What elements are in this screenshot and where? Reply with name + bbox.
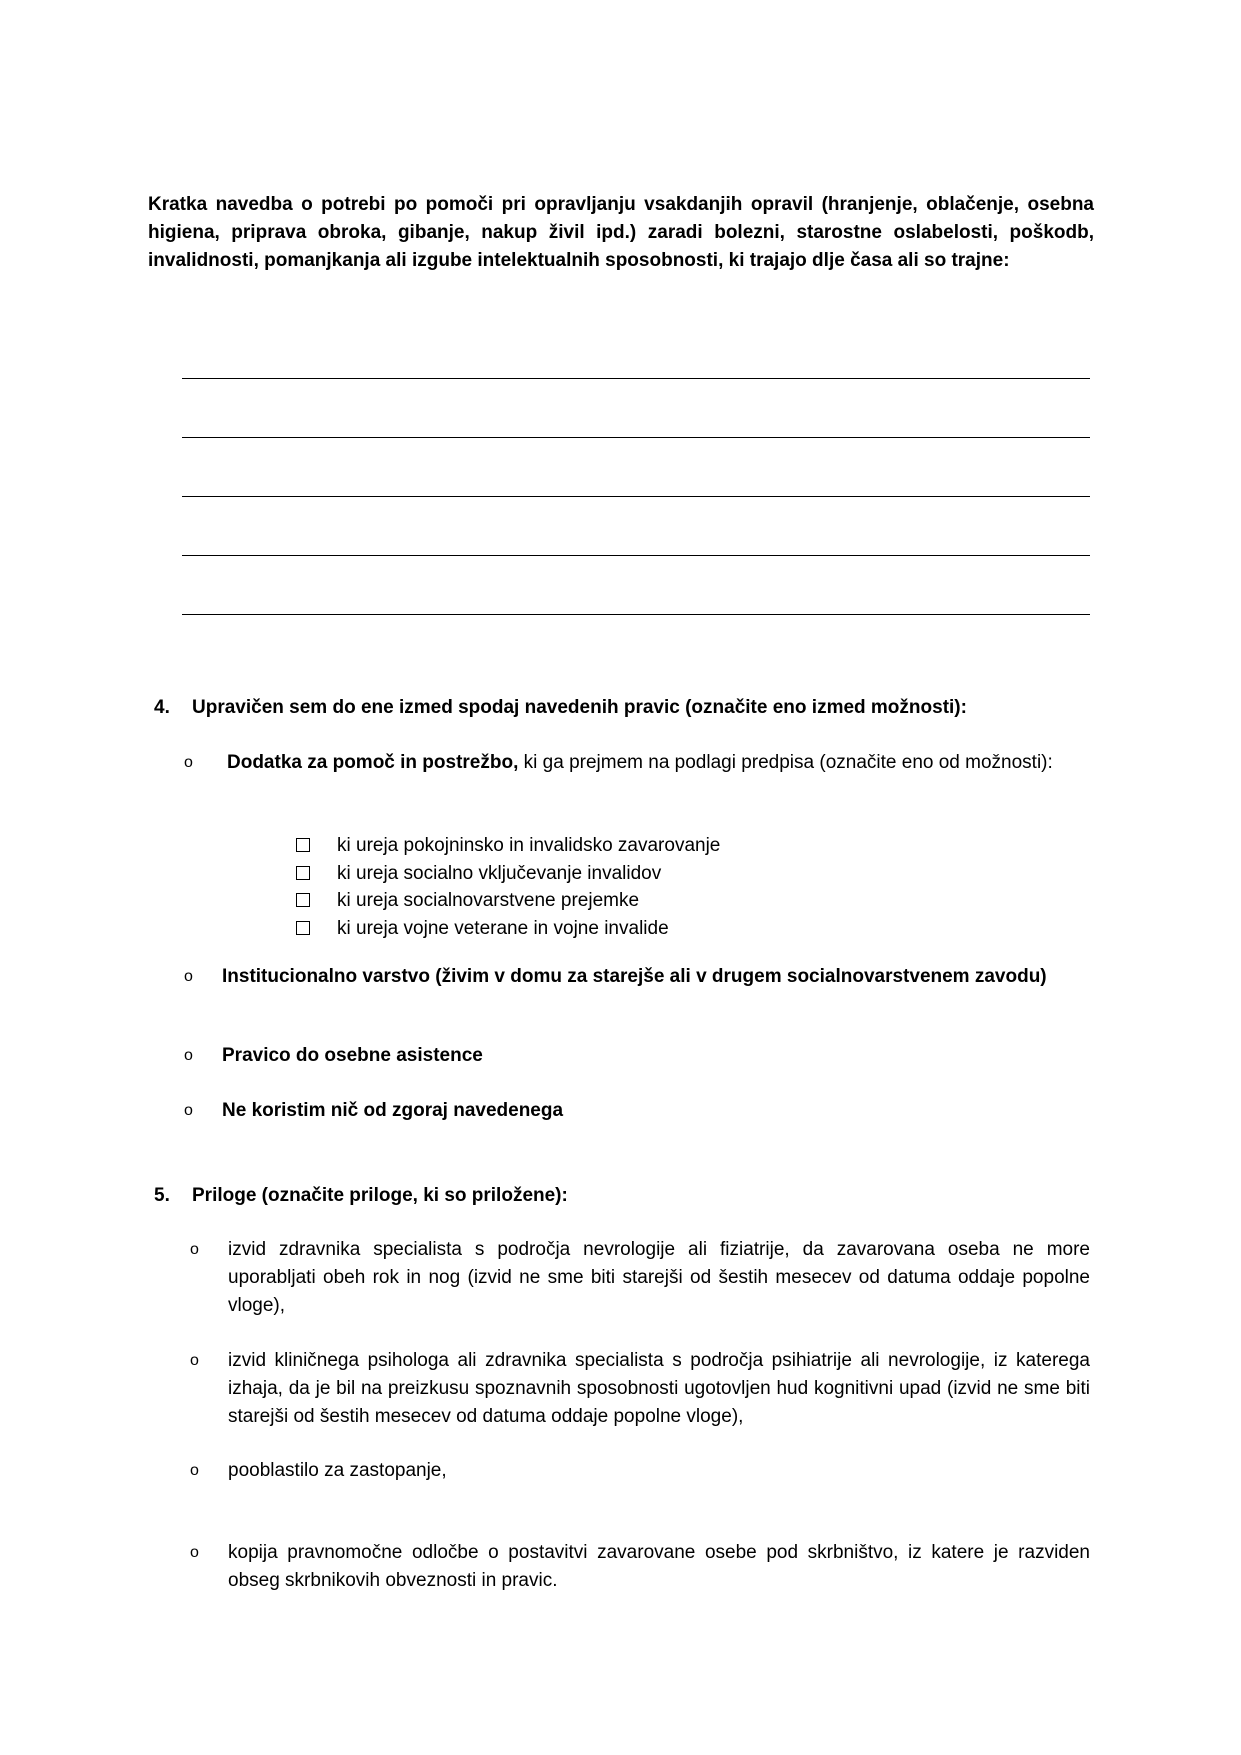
radio-bullet-icon[interactable]: o	[190, 1241, 199, 1258]
radio-bullet-icon[interactable]: o	[184, 968, 193, 985]
sub-option-label: ki ureja vojne veterane in vojne invalide	[337, 917, 669, 939]
answer-line[interactable]	[182, 437, 1090, 438]
answer-line[interactable]	[182, 555, 1090, 556]
answer-line[interactable]	[182, 496, 1090, 497]
sub-option	[296, 860, 720, 888]
intro-paragraph: Kratka navedba o potrebi po pomoči pri opravljanju vsakdanjih opravil (hranjenje, oblačenje, osebna higiena, priprava obroka, gibanje, nakup živil ipd.) zaradi bolezni, starostne oslabelosti, poškodb, invalidnosti, pomanjkanja ali izgube intelektualnih sposobnosti, ki trajajo dlje časa ali so trajne:	[148, 194, 1094, 271]
section-number: 4.	[154, 697, 170, 718]
attachment-power-of-attorney: pooblastilo za zastopanje,	[228, 1460, 447, 1481]
sub-option-label: ki ureja pokojninsko in invalidsko zavarovanje	[337, 835, 721, 856]
section-4-heading	[154, 694, 967, 722]
option-care-allowance	[222, 749, 1090, 777]
sub-option-label: ki ureja socialnovarstvene prejemke	[337, 890, 640, 911]
attachment-guardianship-decision: kopija pravnomočne odločbe o postavitvi zavarovane osebe pod skrbništvo, iz katere je razviden obseg skrbnikovih obveznosti in pravic.	[228, 1542, 1090, 1591]
checkbox-icon[interactable]	[296, 838, 310, 852]
radio-bullet-icon[interactable]: o	[184, 1047, 193, 1064]
section-number: 5.	[154, 1185, 170, 1206]
section-5-heading	[154, 1182, 568, 1210]
option-institutional-care: Institucionalno varstvo (živim v domu za starejše ali v drugem socialnovarstvenem zavodu)	[222, 966, 1047, 987]
checkbox-icon[interactable]	[296, 893, 310, 907]
radio-bullet-icon[interactable]: o	[190, 1544, 199, 1561]
checkbox-icon[interactable]	[296, 921, 310, 935]
attachment-neurology-report: izvid zdravnika specialista s področja nevrologije ali fiziatrije, da zavarovana oseba ne more uporabljati obeh rok in nog (izvid ne sme biti starejši od šestih mesecev od datuma oddaje popolne vloge),	[228, 1239, 1090, 1316]
sub-option	[296, 915, 720, 943]
radio-bullet-icon[interactable]: o	[190, 1462, 199, 1479]
answer-line[interactable]	[182, 378, 1090, 379]
answer-line[interactable]	[182, 614, 1090, 615]
care-allowance-sub-options	[296, 832, 720, 942]
radio-bullet-icon[interactable]: o	[184, 1102, 193, 1119]
checkbox-icon[interactable]	[296, 866, 310, 880]
option-personal-assistance: Pravico do osebne asistence	[222, 1045, 483, 1066]
sub-option-label: ki ureja socialno vključevanje invalidov	[337, 862, 662, 884]
sub-option	[296, 832, 720, 860]
section-title: Priloge (označite priloge, ki so priložene):	[192, 1185, 568, 1206]
option-label: Dodatka za pomoč in postrežbo,	[227, 752, 519, 773]
radio-bullet-icon[interactable]: o	[190, 1352, 199, 1369]
attachment-psychology-report: izvid kliničnega psihologa ali zdravnika specialista s področja psihiatrije ali nevrologije, iz katerega izhaja, da je bil na preizkusu spoznavnih sposobnosti ugotovljen hud kognitivni upad (izvid ne sme biti starejši od šestih mesecev od datuma oddaje popolne vloge),	[228, 1350, 1090, 1427]
radio-bullet-icon[interactable]: o	[184, 754, 193, 771]
sub-option	[296, 887, 720, 915]
section-title: Upravičen sem do ene izmed spodaj navedenih pravic (označite eno izmed možnosti):	[192, 697, 967, 718]
option-desc: ki ga prejmem na podlagi predpisa (označite eno od možnosti):	[518, 752, 1053, 773]
option-none: Ne koristim nič od zgoraj navedenega	[222, 1100, 564, 1121]
